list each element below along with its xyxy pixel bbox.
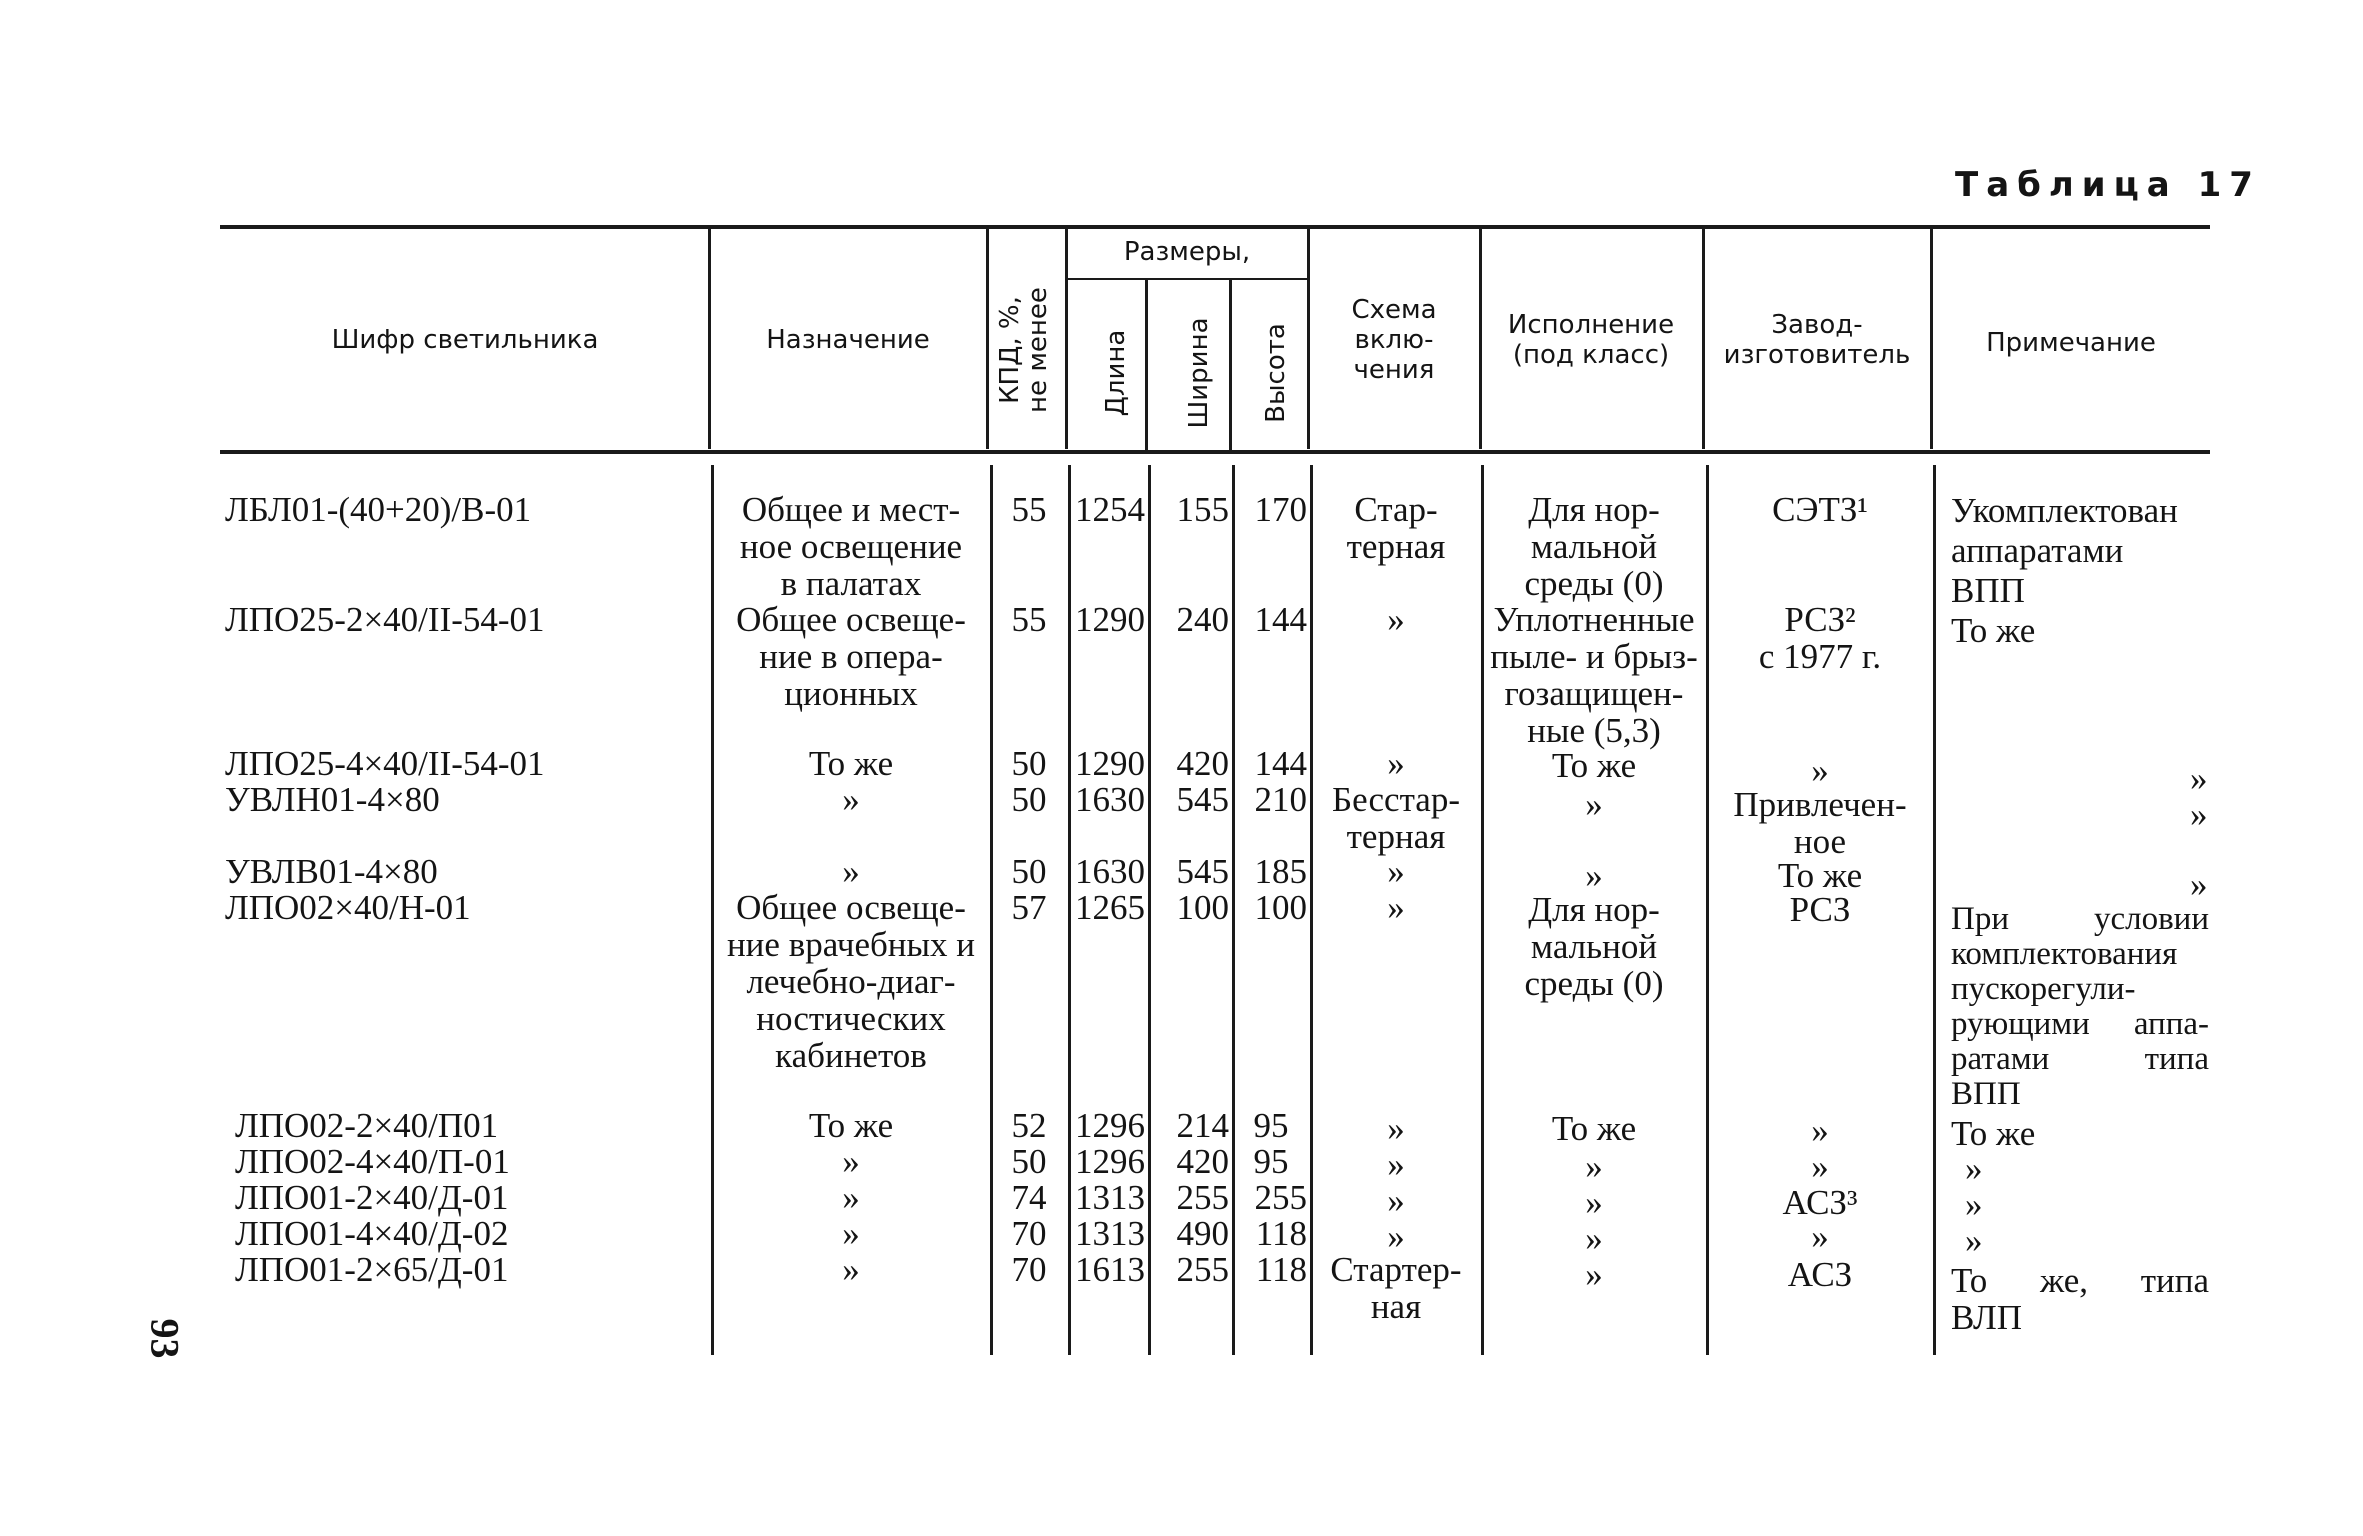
cell-code: ЛПО01-4×40/Д-02 — [235, 1214, 509, 1253]
cell-height: 95 — [1253, 1106, 1289, 1145]
column-divider — [990, 465, 993, 1355]
cell-height: 255 — [1254, 1178, 1307, 1217]
table-top-rule — [220, 225, 2210, 229]
header-code: Шифр светильника — [331, 325, 599, 355]
cell-design: » — [1585, 785, 1603, 824]
cell-code: ЛПО01-2×40/Д-01 — [235, 1178, 509, 1217]
cell-width: 545 — [1176, 780, 1229, 819]
cell-efficiency: 50 — [1011, 1142, 1047, 1181]
cell-width: 240 — [1176, 600, 1229, 639]
cell-note: » — [1965, 1149, 1983, 1188]
cell-design: То же — [1551, 746, 1637, 785]
cell-efficiency: 57 — [1011, 888, 1047, 927]
cell-manufacturer: » — [1811, 1217, 1829, 1256]
cell-design: » — [1585, 856, 1603, 895]
cell-height: 95 — [1253, 1142, 1289, 1181]
cell-design: » — [1585, 1147, 1603, 1186]
cell-efficiency: 50 — [1011, 780, 1047, 819]
cell-length: 1313 — [1075, 1178, 1145, 1217]
cell-design: Для нор- мальной среды (0) — [1524, 890, 1664, 1003]
cell-length: 1613 — [1075, 1250, 1145, 1289]
cell-note: » — [2190, 865, 2208, 904]
header-note: Примечание — [1986, 328, 2156, 358]
cell-code: ЛПО25-2×40/II-54-01 — [225, 600, 545, 639]
cell-note: То же — [1951, 611, 2036, 650]
cell-circuit: » — [1387, 888, 1405, 927]
cell-width: 490 — [1176, 1214, 1229, 1253]
cell-code: ЛПО02-2×40/П01 — [235, 1106, 499, 1145]
cell-manufacturer: РСЗ² с 1977 г. — [1758, 600, 1882, 676]
cell-width: 155 — [1176, 490, 1229, 529]
cell-purpose: Общее и мест- ное освещение в палатах — [739, 490, 963, 603]
header-divider — [1229, 280, 1232, 450]
cell-height: 144 — [1254, 744, 1307, 783]
cell-purpose: То же — [808, 1106, 894, 1145]
cell-purpose: » — [842, 852, 860, 891]
cell-width: 255 — [1176, 1250, 1229, 1289]
cell-efficiency: 50 — [1011, 852, 1047, 891]
cell-length: 1313 — [1075, 1214, 1145, 1253]
cell-length: 1630 — [1075, 852, 1145, 891]
cell-purpose: » — [842, 1214, 860, 1253]
cell-circuit: Стартер- ная — [1330, 1250, 1462, 1326]
cell-circuit: Стар- терная — [1346, 490, 1446, 566]
header-efficiency: КПД, %, не менее — [995, 287, 1053, 413]
cell-efficiency: 55 — [1011, 490, 1047, 529]
cell-circuit: » — [1387, 600, 1405, 639]
cell-manufacturer: » — [1811, 751, 1829, 790]
column-divider — [1933, 465, 1936, 1355]
cell-design: » — [1585, 1183, 1603, 1222]
header-width: Ширина — [1184, 317, 1214, 429]
cell-circuit: » — [1387, 1145, 1405, 1184]
cell-manufacturer: То же — [1777, 856, 1863, 895]
header-divider — [986, 229, 989, 449]
cell-code: ЛПО02×40/Н-01 — [225, 888, 471, 927]
page-number: 93 — [142, 1318, 188, 1359]
cell-height: 210 — [1254, 780, 1307, 819]
header-purpose: Назначение — [766, 325, 930, 355]
header-divider — [708, 229, 711, 449]
cell-purpose: Общее освеще- ние врачебных и лечебно-диаг- ностических кабинетов — [726, 888, 976, 1075]
cell-note: » — [1965, 1185, 1983, 1224]
cell-note: » — [2190, 759, 2208, 798]
cell-code: УВЛВ01-4×80 — [225, 852, 438, 891]
cell-circuit: » — [1387, 744, 1405, 783]
cell-code: ЛБЛ01-(40+20)/В-01 — [225, 490, 532, 529]
cell-width: 100 — [1176, 888, 1229, 927]
cell-height: 170 — [1254, 490, 1307, 529]
cell-purpose: » — [842, 1178, 860, 1217]
header-bottom-rule — [220, 450, 2210, 454]
cell-code: ЛПО01-2×65/Д-01 — [235, 1250, 509, 1289]
cell-purpose: » — [842, 780, 860, 819]
cell-purpose: » — [842, 1250, 860, 1289]
dimensions-group-rule — [1067, 278, 1307, 280]
cell-design: Уплотненные пыле- и брыз- гозащищен- ные (5,3) — [1490, 600, 1698, 750]
cell-purpose: » — [842, 1142, 860, 1181]
table-title: Таблица 17 — [1955, 165, 2261, 205]
cell-circuit: » — [1387, 852, 1405, 891]
cell-height: 144 — [1254, 600, 1307, 639]
cell-efficiency: 74 — [1011, 1178, 1047, 1217]
cell-length: 1290 — [1075, 600, 1145, 639]
cell-purpose: Общее освеще- ние в опера- ционных — [736, 600, 966, 713]
cell-length: 1265 — [1075, 888, 1145, 927]
cell-design: » — [1585, 1255, 1603, 1294]
cell-manufacturer: РСЗ — [1789, 890, 1851, 929]
cell-design: Для нор- мальной среды (0) — [1524, 490, 1664, 603]
cell-manufacturer: АСЗ — [1787, 1255, 1853, 1294]
cell-efficiency: 50 — [1011, 744, 1047, 783]
cell-width: 420 — [1176, 744, 1229, 783]
header-circuit: Схема вклю- чения — [1351, 295, 1437, 385]
cell-width: 214 — [1176, 1106, 1229, 1145]
cell-height: 185 — [1254, 852, 1307, 891]
cell-height: 100 — [1254, 888, 1307, 927]
cell-code: ЛПО02-4×40/П-01 — [235, 1142, 510, 1181]
header-manufacturer: Завод- изготовитель — [1723, 310, 1911, 370]
cell-note: То же, типа ВЛП — [1951, 1261, 2209, 1337]
cell-code: ЛПО25-4×40/II-54-01 — [225, 744, 545, 783]
cell-note: » — [1965, 1221, 1983, 1260]
cell-circuit: » — [1387, 1109, 1405, 1148]
cell-manufacturer: Привлечен- ное — [1733, 785, 1907, 861]
cell-efficiency: 70 — [1011, 1250, 1047, 1289]
cell-length: 1296 — [1075, 1106, 1145, 1145]
cell-width: 420 — [1176, 1142, 1229, 1181]
cell-efficiency: 55 — [1011, 600, 1047, 639]
cell-height: 118 — [1255, 1250, 1307, 1289]
cell-manufacturer: » — [1811, 1111, 1829, 1150]
cell-width: 255 — [1176, 1178, 1229, 1217]
cell-circuit: » — [1387, 1181, 1405, 1220]
cell-height: 118 — [1255, 1214, 1307, 1253]
cell-length: 1296 — [1075, 1142, 1145, 1181]
cell-design: » — [1585, 1219, 1603, 1258]
cell-length: 1290 — [1075, 744, 1145, 783]
header-length: Длина — [1101, 329, 1131, 417]
cell-efficiency: 52 — [1011, 1106, 1047, 1145]
cell-length: 1254 — [1075, 490, 1145, 529]
cell-circuit: » — [1387, 1217, 1405, 1256]
cell-length: 1630 — [1075, 780, 1145, 819]
cell-circuit: Бесстар- терная — [1332, 780, 1460, 856]
column-divider — [711, 465, 714, 1355]
cell-code: УВЛН01-4×80 — [225, 780, 440, 819]
header-design: Исполнение (под класс) — [1507, 310, 1675, 370]
header-divider — [1145, 280, 1148, 450]
cell-note: Укомплектован аппаратами ВПП — [1951, 491, 2178, 610]
header-dimensions: Размеры, — [1123, 237, 1251, 267]
cell-note: При условии комплектования пускорегули- рующими аппа- ратами типа ВПП — [1951, 901, 2209, 1112]
cell-note: То же — [1951, 1114, 2036, 1153]
cell-manufacturer: » — [1811, 1147, 1829, 1186]
header-height: Высота — [1261, 323, 1291, 423]
cell-efficiency: 70 — [1011, 1214, 1047, 1253]
cell-design: То же — [1551, 1109, 1637, 1148]
cell-width: 545 — [1176, 852, 1229, 891]
cell-note: » — [2190, 795, 2208, 834]
cell-purpose: То же — [808, 744, 894, 783]
cell-manufacturer: СЭТЗ¹ — [1772, 490, 1868, 529]
cell-manufacturer: АСЗ³ — [1782, 1183, 1858, 1222]
